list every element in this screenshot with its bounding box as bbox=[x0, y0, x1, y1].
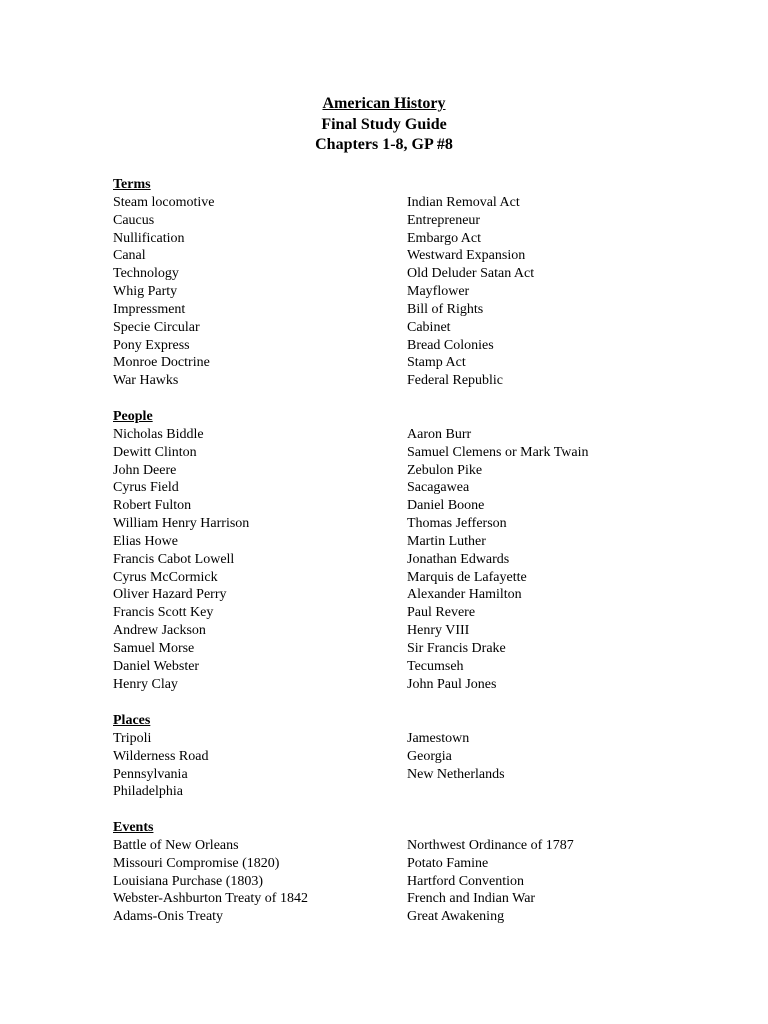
list-item: Great Awakening bbox=[407, 909, 505, 925]
list-item: Old Deluder Satan Act bbox=[407, 266, 535, 282]
section-title-people: People bbox=[113, 409, 153, 424]
list-item: Federal Republic bbox=[407, 373, 504, 389]
list-item: Zebulon Pike bbox=[407, 462, 483, 478]
list-row bbox=[113, 265, 673, 283]
section-places bbox=[113, 712, 673, 801]
list-row bbox=[113, 622, 673, 640]
list-row bbox=[113, 479, 673, 497]
list-row bbox=[113, 551, 673, 569]
list-row bbox=[113, 873, 673, 891]
list-item: John Deere bbox=[113, 462, 177, 478]
list-row bbox=[113, 462, 673, 480]
list-row bbox=[113, 247, 673, 265]
list-item: William Henry Harrison bbox=[113, 516, 250, 532]
list-row bbox=[113, 586, 673, 604]
places-list bbox=[113, 730, 673, 801]
list-item: Cyrus Field bbox=[113, 480, 179, 496]
list-item: Battle of New Orleans bbox=[113, 837, 239, 853]
list-item: Cyrus McCormick bbox=[113, 569, 218, 585]
list-row bbox=[113, 372, 673, 390]
list-item: Hartford Convention bbox=[407, 873, 525, 889]
list-item: Paul Revere bbox=[407, 605, 476, 621]
list-item: Monroe Doctrine bbox=[113, 355, 210, 371]
events-list bbox=[113, 837, 673, 926]
list-item: Francis Cabot Lowell bbox=[113, 551, 235, 567]
list-item: Missouri Compromise (1820) bbox=[113, 855, 280, 871]
list-row bbox=[113, 212, 673, 230]
section-events bbox=[113, 819, 673, 926]
list-item: Samuel Clemens or Mark Twain bbox=[407, 444, 589, 460]
list-row bbox=[113, 444, 673, 462]
list-item: Daniel Boone bbox=[407, 498, 485, 514]
document-header bbox=[0, 94, 768, 156]
list-item: Henry Clay bbox=[113, 676, 178, 692]
list-row bbox=[113, 426, 673, 444]
list-item: Northwest Ordinance of 1787 bbox=[407, 837, 574, 853]
section-title-places: Places bbox=[113, 713, 151, 728]
list-item: Georgia bbox=[407, 748, 452, 764]
list-item: Steam locomotive bbox=[113, 194, 215, 210]
list-row bbox=[113, 748, 673, 766]
list-row bbox=[113, 837, 673, 855]
list-row bbox=[113, 515, 673, 533]
list-item: Philadelphia bbox=[113, 784, 183, 800]
section-people bbox=[113, 408, 673, 694]
list-item: Canal bbox=[113, 248, 146, 264]
list-item: Impressment bbox=[113, 301, 186, 317]
list-row bbox=[113, 194, 673, 212]
list-row bbox=[113, 337, 673, 355]
list-row bbox=[113, 569, 673, 587]
list-row bbox=[113, 533, 673, 551]
list-row bbox=[113, 319, 673, 337]
list-item: Indian Removal Act bbox=[407, 194, 520, 210]
list-item: Webster-Ashburton Treaty of 1842 bbox=[113, 891, 308, 907]
people-list bbox=[113, 426, 673, 694]
list-item: War Hawks bbox=[113, 373, 179, 389]
list-row bbox=[113, 354, 673, 372]
list-item: Wilderness Road bbox=[113, 748, 209, 764]
list-item: Pony Express bbox=[113, 337, 190, 353]
list-row bbox=[113, 855, 673, 873]
list-row bbox=[113, 497, 673, 515]
list-item: Jamestown bbox=[407, 730, 470, 746]
list-row bbox=[113, 783, 673, 801]
list-item: Technology bbox=[113, 266, 179, 282]
list-item: Jonathan Edwards bbox=[407, 551, 510, 567]
list-item: Entrepreneur bbox=[407, 212, 481, 228]
list-item: Louisiana Purchase (1803) bbox=[113, 873, 264, 889]
terms-list bbox=[113, 194, 673, 390]
list-item: John Paul Jones bbox=[407, 676, 497, 692]
list-item: Andrew Jackson bbox=[113, 623, 206, 639]
list-item: Bill of Rights bbox=[407, 301, 484, 317]
list-item: Nullification bbox=[113, 230, 185, 246]
list-item: Elias Howe bbox=[113, 533, 178, 549]
list-item: Dewitt Clinton bbox=[113, 444, 197, 460]
list-row bbox=[113, 658, 673, 676]
list-row bbox=[113, 283, 673, 301]
list-row bbox=[113, 908, 673, 926]
list-item: Potato Famine bbox=[407, 855, 489, 871]
list-item: Tripoli bbox=[113, 730, 152, 746]
list-item: New Netherlands bbox=[407, 766, 505, 782]
list-item: Pennsylvania bbox=[113, 766, 188, 782]
list-item: Nicholas Biddle bbox=[113, 426, 204, 442]
list-row bbox=[113, 640, 673, 658]
list-item: Stamp Act bbox=[407, 355, 466, 371]
list-row bbox=[113, 604, 673, 622]
list-item: Samuel Morse bbox=[113, 640, 195, 656]
list-item: Thomas Jefferson bbox=[407, 516, 507, 532]
list-item: Tecumseh bbox=[407, 658, 464, 674]
list-row bbox=[113, 230, 673, 248]
list-item: Martin Luther bbox=[407, 533, 486, 549]
list-item: Westward Expansion bbox=[407, 248, 526, 264]
list-item: Specie Circular bbox=[113, 319, 200, 335]
list-row bbox=[113, 890, 673, 908]
list-item: Sir Francis Drake bbox=[407, 640, 506, 656]
list-item: Marquis de Lafayette bbox=[407, 569, 527, 585]
list-row bbox=[113, 301, 673, 319]
document-chapters: Chapters 1-8, GP #8 bbox=[315, 136, 453, 153]
list-item: Robert Fulton bbox=[113, 498, 192, 514]
list-item: Whig Party bbox=[113, 284, 178, 300]
section-title-events: Events bbox=[113, 820, 154, 835]
list-item: Alexander Hamilton bbox=[407, 587, 522, 603]
list-item: French and Indian War bbox=[407, 891, 536, 907]
list-item: Cabinet bbox=[407, 319, 451, 335]
list-item: Caucus bbox=[113, 212, 155, 228]
list-item: Oliver Hazard Perry bbox=[113, 587, 227, 603]
list-item: Embargo Act bbox=[407, 230, 482, 246]
list-item: Sacagawea bbox=[407, 480, 470, 496]
list-row bbox=[113, 676, 673, 694]
list-row bbox=[113, 730, 673, 748]
list-item: Mayflower bbox=[407, 284, 470, 300]
list-item: Daniel Webster bbox=[113, 658, 200, 674]
document-title: American History bbox=[322, 95, 446, 112]
list-item: Aaron Burr bbox=[407, 426, 472, 442]
section-terms bbox=[113, 176, 673, 390]
list-item: Adams-Onis Treaty bbox=[113, 909, 224, 925]
list-item: Henry VIII bbox=[407, 623, 470, 639]
list-item: Francis Scott Key bbox=[113, 605, 214, 621]
list-item: Bread Colonies bbox=[407, 337, 494, 353]
document-subtitle: Final Study Guide bbox=[321, 115, 447, 133]
list-row bbox=[113, 766, 673, 784]
section-title-terms: Terms bbox=[113, 177, 151, 192]
